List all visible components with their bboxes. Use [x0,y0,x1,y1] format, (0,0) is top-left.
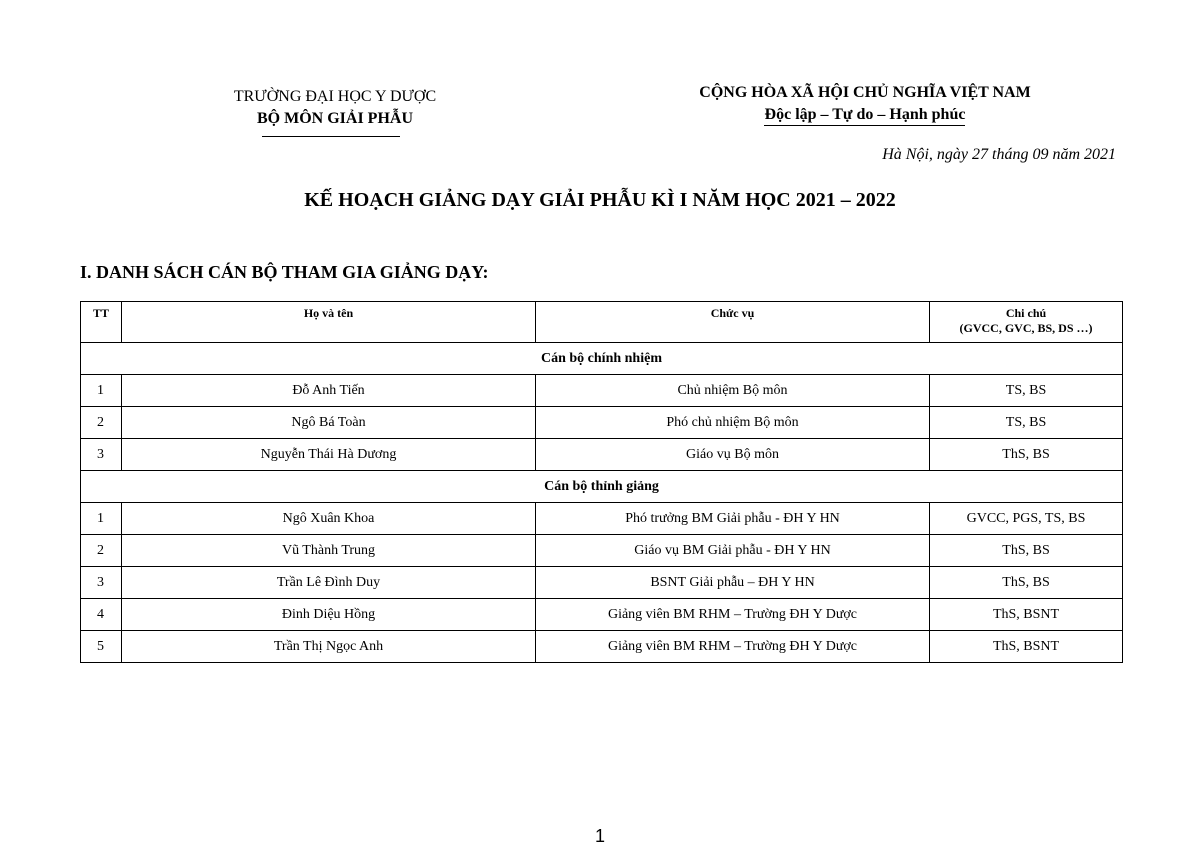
cell-position: Giảng viên BM RHM – Trường ĐH Y Dược [536,599,930,631]
cell-note: ThS, BS [930,439,1123,471]
cell-position: BSNT Giải phẫu – ĐH Y HN [536,567,930,599]
university-name: TRƯỜNG ĐẠI HỌC Y DƯỢC [233,88,437,105]
group-title: Cán bộ chính nhiệm [81,343,1123,375]
cell-position: Chủ nhiệm Bộ môn [536,375,930,407]
staff-table [80,301,1123,663]
cell-name: Nguyễn Thái Hà Dương [122,439,536,471]
cell-position: Phó chủ nhiệm Bộ môn [536,407,930,439]
column-header-note-line2: (GVCC, GVC, BS, DS …) [959,321,1093,335]
cell-tt: 2 [81,407,122,439]
cell-tt: 5 [81,631,122,663]
document-title: KẾ HOẠCH GIẢNG DẠY GIẢI PHẪU KÌ I NĂM HỌC 2021 – 2022 [304,189,896,211]
cell-tt: 1 [81,503,122,535]
cell-name: Trần Thị Ngọc Anh [122,631,536,663]
cell-tt: 2 [81,535,122,567]
cell-position: Giáo vụ Bộ môn [536,439,930,471]
table-row [81,503,1123,535]
cell-note: TS, BS [930,407,1123,439]
cell-position: Giáo vụ BM Giải phẫu - ĐH Y HN [536,535,930,567]
country-name: CỘNG HÒA XÃ HỘI CHỦ NGHĨA VIỆT NAM [699,84,1031,101]
table-row [81,599,1123,631]
department-name: BỘ MÔN GIẢI PHẪU [257,110,413,127]
table-row [81,407,1123,439]
group-title: Cán bộ thỉnh giảng [81,471,1123,503]
column-header-position: Chức vụ [536,302,930,343]
cell-note: GVCC, PGS, TS, BS [930,503,1123,535]
cell-name: Đinh Diệu Hồng [122,599,536,631]
cell-name: Ngô Bá Toàn [122,407,536,439]
cell-position: Phó trưởng BM Giải phẫu - ĐH Y HN [536,503,930,535]
group-row [81,471,1123,503]
section-heading: I. DANH SÁCH CÁN BỘ THAM GIA GIẢNG DẠY: [80,262,489,282]
table-header-row [81,302,1123,343]
cell-tt: 3 [81,439,122,471]
place-date: Hà Nội, ngày 27 tháng 09 năm 2021 [882,146,1116,163]
table-row [81,375,1123,407]
column-header-note-line1: Chi chú [1005,306,1047,320]
cell-note: ThS, BSNT [930,631,1123,663]
table-row [81,439,1123,471]
national-header [640,82,1090,126]
cell-name: Đỗ Anh Tiến [122,375,536,407]
cell-name: Vũ Thành Trung [122,535,536,567]
table-row [81,631,1123,663]
cell-note: TS, BS [930,375,1123,407]
cell-tt: 3 [81,567,122,599]
column-header-name: Họ và tên [122,302,536,343]
page-number: 1 [594,826,605,846]
department-underline [262,136,400,137]
table-row [81,535,1123,567]
cell-note: ThS, BSNT [930,599,1123,631]
motto-underline [764,125,965,126]
institution-header [190,86,480,130]
cell-position: Giảng viên BM RHM – Trường ĐH Y Dược [536,631,930,663]
cell-tt: 1 [81,375,122,407]
cell-note: ThS, BS [930,567,1123,599]
group-row [81,343,1123,375]
cell-tt: 4 [81,599,122,631]
table-row [81,567,1123,599]
cell-note: ThS, BS [930,535,1123,567]
column-header-note [930,302,1123,343]
national-motto: Độc lập – Tự do – Hạnh phúc [764,106,966,123]
cell-name: Ngô Xuân Khoa [122,503,536,535]
cell-name: Trần Lê Đình Duy [122,567,536,599]
column-header-tt: TT [81,302,122,343]
